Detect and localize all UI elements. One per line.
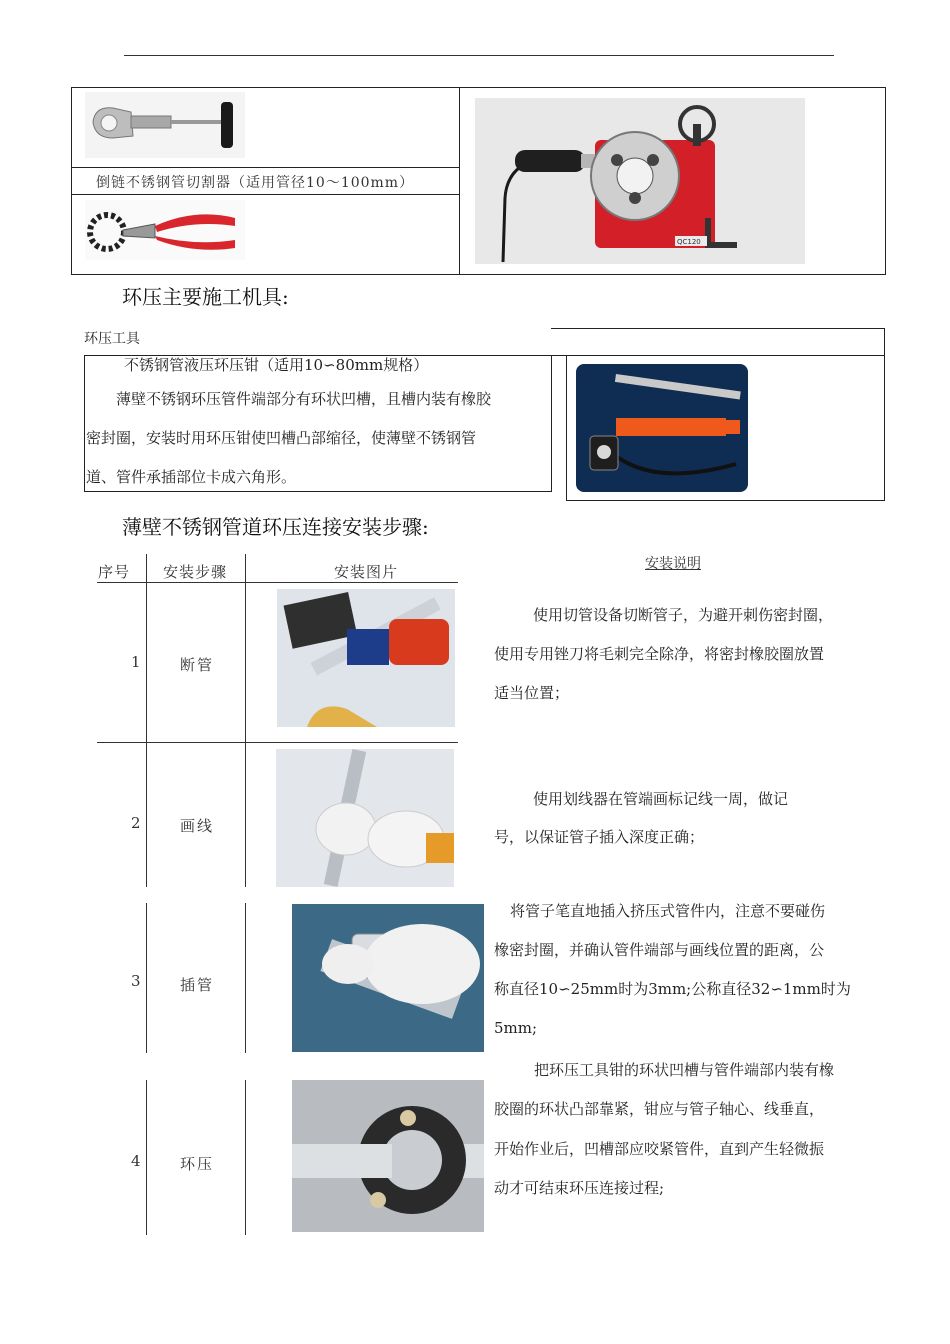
row-number: 1	[131, 653, 141, 671]
pipe-beveling-machine-image	[475, 98, 805, 264]
hydraulic-desc-line: 密封圈，安装时用环压钳使凹槽凸部缩径，使薄壁不锈钢管	[86, 429, 477, 447]
header-step: 安装步骤	[163, 563, 228, 581]
table-divider	[459, 87, 460, 275]
header-rule	[124, 55, 834, 56]
table-line	[566, 500, 885, 501]
desc-line: 动才可结束环压连接过程;	[494, 1179, 665, 1197]
desc-line: 5mm;	[494, 1019, 538, 1037]
table-row-line	[71, 194, 460, 195]
desc-line: 把环压工具钳的环状凹槽与管件端部内装有橡	[534, 1061, 835, 1079]
hydraulic-desc-line: 薄壁不锈钢环压管件端部分有环状凹槽，且槽内装有橡胶	[116, 390, 492, 408]
desc-line: 称直径10∽25mm时为3mm;公称直径32∽1mm时为	[494, 980, 851, 998]
table-line	[146, 903, 147, 1053]
table-line	[245, 554, 246, 887]
desc-line: 开始作业后，凹槽部应咬紧管件，直到产生轻微振	[494, 1140, 825, 1158]
step-mark-line-image	[276, 749, 454, 887]
table-line	[551, 355, 552, 492]
step-insert-pipe-image	[292, 904, 484, 1052]
step-name: 画线	[180, 817, 215, 835]
desc-line: 适当位置；	[494, 684, 570, 702]
pipe-cutter-caption: 倒链不锈钢管切割器（适用管径10～100mm）	[96, 175, 415, 191]
table-line	[245, 903, 246, 1053]
table-line	[97, 742, 458, 743]
hydraulic-desc-line: 道、管件承插部位卡成六角形。	[86, 468, 297, 486]
desc-line: 号，以保证管子插入深度正确；	[494, 828, 705, 846]
desc-line: 橡密封圈，并确认管件端部与画线位置的距离，公	[494, 941, 825, 959]
table-line	[551, 328, 885, 329]
table-line	[146, 554, 147, 887]
table-line	[84, 355, 85, 492]
row-number: 3	[131, 972, 141, 990]
table-line	[566, 355, 567, 501]
hydraulic-pliers-image	[576, 364, 748, 492]
desc-line: 使用切管设备切断管子，为避开刺伤密封圈，	[533, 606, 834, 624]
table-line	[146, 1080, 147, 1235]
header-num: 序号	[98, 563, 131, 581]
step-name: 环压	[180, 1155, 215, 1173]
pipe-cutter-image	[85, 92, 245, 158]
chain-cutter-image	[85, 200, 245, 260]
desc-line: 使用划线器在管端画标记线一周，做记	[533, 790, 789, 808]
table-line	[97, 582, 458, 583]
hydraulic-table-label: 环压工具	[84, 331, 140, 347]
row-number: 4	[131, 1152, 141, 1170]
step-press-ring-image	[292, 1080, 484, 1232]
desc-line: 使用专用锉刀将毛刺完全除净，将密封橡胶圈放置	[494, 645, 825, 663]
table-line	[884, 328, 885, 501]
desc-line: 胶圈的环状凸部靠紧，钳应与管子轴心、线垂直，	[494, 1100, 825, 1118]
machine-model-label: QC120	[677, 238, 701, 246]
hydraulic-tool-title: 不锈钢管液压环压钳（适用10∽80mm规格）	[124, 356, 429, 374]
step-name: 断管	[180, 656, 215, 674]
header-photo: 安装图片	[334, 563, 399, 581]
step-name: 插管	[180, 976, 215, 994]
step-cut-pipe-image	[277, 589, 455, 727]
tools-heading: 环压主要施工机具:	[122, 285, 289, 309]
table-row-line	[71, 167, 460, 168]
table-line	[245, 1080, 246, 1235]
desc-line: 将管子笔直地插入挤压式管件内，注意不要碰伤	[510, 902, 826, 920]
install-desc-title: 安装说明	[645, 556, 701, 572]
steps-heading: 薄壁不锈钢管道环压连接安装步骤:	[122, 515, 429, 539]
row-number: 2	[131, 814, 141, 832]
